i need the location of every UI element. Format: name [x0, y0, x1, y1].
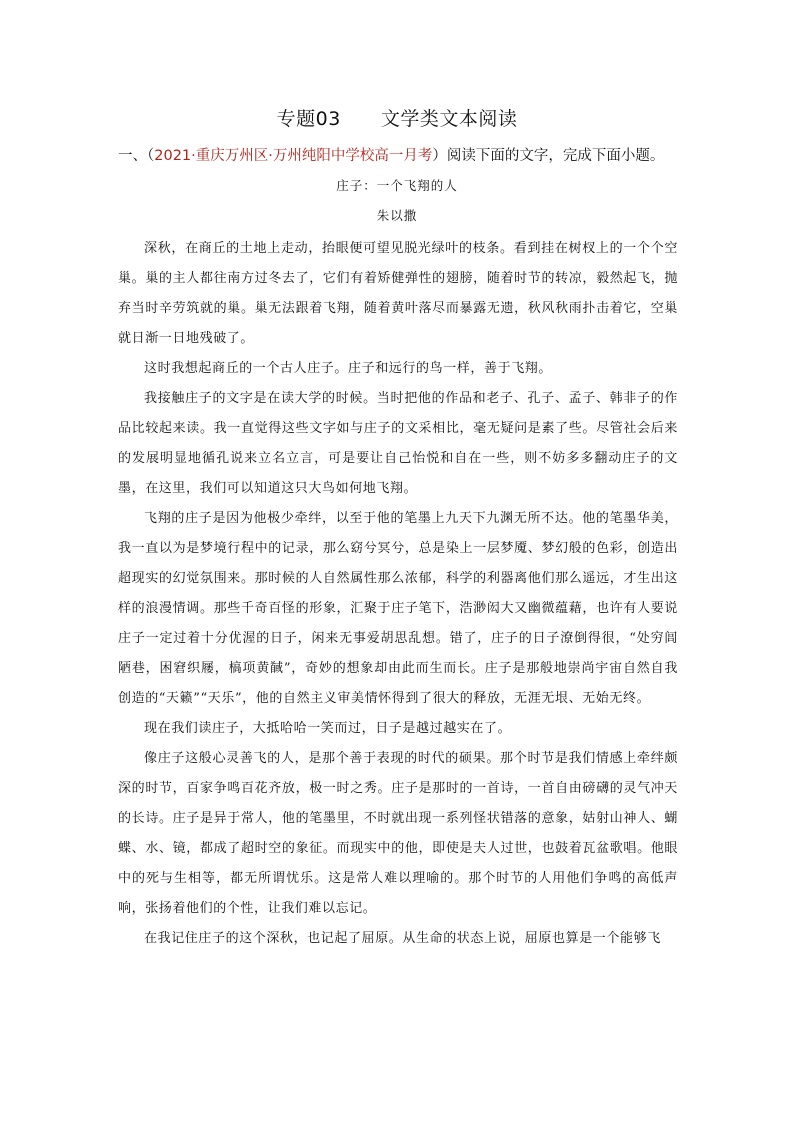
- question-number: 一、: [118, 148, 147, 164]
- question-instruction: 阅读下面的文字，完成下面小题。: [446, 148, 665, 164]
- paragraph: 在我记住庄子的这个深秋，也记起了屈原。从生命的状态上说，屈原也算是一个能够飞: [144, 931, 661, 946]
- paragraph: 这时我想起商丘的一个古人庄子。庄子和远行的鸟一样，善于飞翔。: [144, 361, 553, 376]
- close-paren: ）: [432, 148, 447, 164]
- paragraph: 像庄子这般心灵善飞的人，是那个善于表现的时代的硕果。那个时节是我们情感上牵绊颇深的时节，百家争鸣百花齐放，极一时之秀。庄子是那时的一首诗，一首自由磅礴的灵气冲天的长诗。庄子是异于常人，他的笔墨里，不时就出现一系列怪状错落的意象，姑射山神人、蝴蝶、水、镜，都成了超时空的象征。而现实中的他，即使是夫人过世，也鼓着瓦盆歌唱。他眼中的死与生相等，都无所谓忧乐。这是常人难以理喻的。那个时节的人用他们争鸣的高低声响，张扬着他们的个性，让我们难以忘记。: [118, 751, 678, 916]
- paragraph: 飞翔的庄子是因为他极少牵绊，以至于他的笔墨上九天下九渊无所不达。他的笔墨华美，我一直以为是梦境行程中的记录，那么窈兮冥兮，总是染上一层梦魇、梦幻般的色彩，创造出超现实的幻觉氛围来。那时候的人自然属性那么浓郁，科学的利器离他们那么遥远，才生出这样的浪漫情调。那些千奇百怪的形象，汇聚于庄子笔下，浩渺闳大又幽微蕴藉，也许有人要说庄子一定过着十分优渥的日子，闲来无事爱胡思乱想。错了，庄子的日子潦倒得很，“处穷闾陋巷，困窘织屦，槁项黄馘”，奇妙的想象却由此而生而长。庄子是那般地崇尚宇宙自然自我创造的“天籁”“天乐”，他的自然主义审美情怀得到了很大的释放，无涯无垠、无始无终。: [118, 511, 678, 706]
- page-title: [0, 104, 794, 131]
- article-title: 庄子：一个飞翔的人: [336, 178, 458, 193]
- article-author: 朱以撒: [376, 208, 418, 223]
- topic-number: 专题03: [276, 108, 341, 130]
- open-paren: （: [147, 148, 155, 164]
- question-source: 2021·重庆万州区·万州纯阳中学校高一月考: [154, 148, 433, 164]
- paragraph: 深秋，在商丘的土地上走动，抬眼便可望见脱光绿叶的枝条。看到挂在树杈上的一个个空巢。巢的主人都往南方过冬去了，它们有着矫健弹性的翅膀，随着时节的转凉，毅然起飞，抛弃当时辛劳筑就的巢。巢无法跟着飞翔，随着黄叶落尽而暴露无遗，秋风秋雨扑击着它，空巢就日渐一日地残破了。: [118, 241, 678, 346]
- paragraph: 我接触庄子的文字是在读大学的时候。当时把他的作品和老子、孔子、孟子、韩非子的作品比较起来读。我一直觉得这些文字如与庄子的文采相比，毫无疑问是素了些。尽管社会后来的发展明显地循孔说来立名立言，可是要让自己怡悦和自在一些，则不妨多多翻动庄子的文墨，在这里，我们可以知道这只大鸟如何地飞翔。: [118, 391, 678, 496]
- question-heading: [118, 144, 718, 165]
- paragraph: 现在我们读庄子，大抵哈哈一笑而过，日子是越过越实在了。: [144, 721, 512, 736]
- article-body: [118, 234, 678, 954]
- topic-title: 文学类文本阅读: [380, 108, 518, 130]
